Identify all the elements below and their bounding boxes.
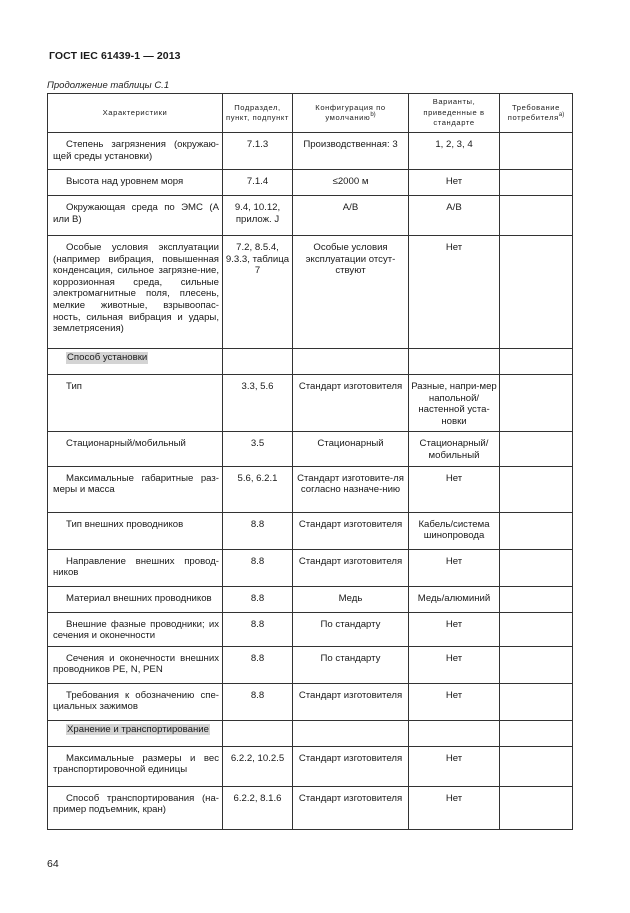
cell-clause <box>223 612 293 646</box>
cell-user-requirement <box>500 646 573 683</box>
cell-variants-text: Нет <box>445 652 463 664</box>
section-title: Хранение и транспортирование <box>67 723 209 735</box>
cell-user-requirement <box>500 196 573 236</box>
cell-characteristic <box>48 170 223 196</box>
cell-default-configuration <box>293 612 409 646</box>
table-row <box>48 512 573 549</box>
cell-characteristic-text: Сечения и оконечности внешних проводников PE, N, PEN <box>53 652 219 676</box>
cell-characteristic-text: Высота над уровнем моря <box>66 176 184 187</box>
cell-clause <box>223 133 293 170</box>
cell-user-requirement-text <box>500 684 572 694</box>
cell-user-requirement <box>500 466 573 512</box>
cell-variants <box>409 646 500 683</box>
table-row <box>48 170 573 196</box>
empty-cell <box>409 349 500 375</box>
cell-clause-text: 8.8 <box>250 652 265 664</box>
cell-default-configuration <box>293 236 409 349</box>
cell-variants <box>409 196 500 236</box>
cell-characteristic <box>48 586 223 612</box>
cell-characteristic <box>48 683 223 720</box>
cell-user-requirement <box>500 549 573 586</box>
cell-user-requirement <box>500 586 573 612</box>
cell-characteristic-text: Внешние фазные проводники; их сечения и оконечности <box>53 618 219 642</box>
cell-characteristic <box>48 375 223 432</box>
cell-clause <box>223 170 293 196</box>
cell-user-requirement <box>500 512 573 549</box>
table-row <box>48 612 573 646</box>
cell-clause-text: 7.1.4 <box>246 176 269 187</box>
cell-clause-text: 8.8 <box>250 689 265 701</box>
cell-variants-text: Нет <box>445 472 463 484</box>
page-number: 64 <box>47 858 59 870</box>
cell-user-requirement <box>500 683 573 720</box>
empty-cell <box>223 720 293 746</box>
cell-variants <box>409 512 500 549</box>
cell-clause-text: 8.8 <box>250 618 265 630</box>
table-header-row <box>48 94 573 133</box>
column-header-characteristics: Характеристики <box>48 94 223 133</box>
table-row <box>48 432 573 466</box>
cell-default-configuration <box>293 586 409 612</box>
cell-characteristic-text: Особые условия эксплуатации (например вибрация, повышенная конденсация, сильное загрязне-ние, коррозионная среда, сильные электромагнитные поля, плесень, мелкие животные, взрывоопас-ность, сильная вибрация и удары, землетрясения) <box>53 242 219 335</box>
cell-user-requirement-text <box>500 550 572 560</box>
table-row <box>48 786 573 829</box>
cell-user-requirement <box>500 786 573 829</box>
section-title: Способ установки <box>67 352 148 363</box>
cell-default-configuration-text: Стационарный <box>317 438 384 450</box>
cell-user-requirement-text <box>500 513 572 523</box>
cell-default-configuration-text: Производственная: 3 <box>303 139 398 150</box>
empty-cell <box>500 720 573 746</box>
section-title-cell <box>48 720 223 746</box>
table-row <box>48 196 573 236</box>
cell-characteristic <box>48 646 223 683</box>
cell-clause-text: 5.6, 6.2.1 <box>237 472 278 484</box>
cell-variants-text: Кабель/система шинопровода <box>418 518 490 542</box>
document-title: ГОСТ IEC 61439-1 — 2013 <box>49 50 181 62</box>
cell-default-configuration-text: По стандарту <box>320 618 381 630</box>
cell-clause-text: 3.5 <box>250 438 265 450</box>
cell-characteristic-text: Тип внешних проводников <box>66 518 184 530</box>
table-row <box>48 586 573 612</box>
column-header-user-requirement: Требование потребителя$^{a)}$ <box>500 94 573 133</box>
cell-characteristic <box>48 612 223 646</box>
table-row <box>48 683 573 720</box>
cell-characteristic-text: Степень загрязнения (окружаю-щей среды установки) <box>53 139 219 162</box>
cell-default-configuration <box>293 170 409 196</box>
cell-variants-text: Нет <box>445 689 463 701</box>
cell-variants-text: Нет <box>445 176 463 187</box>
cell-user-requirement-text <box>500 236 572 246</box>
cell-clause <box>223 512 293 549</box>
column-header-clause: Подраздел, пункт, подпункт <box>223 94 293 133</box>
section-title-cell <box>48 349 223 375</box>
cell-variants <box>409 683 500 720</box>
cell-clause <box>223 746 293 786</box>
cell-clause-text: 8.8 <box>250 518 265 530</box>
cell-variants-text: А/В <box>446 202 462 213</box>
cell-default-configuration-text: А/В <box>342 202 359 213</box>
cell-user-requirement <box>500 236 573 349</box>
cell-variants <box>409 586 500 612</box>
cell-clause-text: 7.1.3 <box>246 139 269 150</box>
cell-variants-text: Нет <box>445 242 463 253</box>
table-row <box>48 466 573 512</box>
cell-user-requirement-text <box>500 747 572 757</box>
cell-default-configuration <box>293 432 409 466</box>
section-row <box>48 349 573 375</box>
cell-variants-text: Нет <box>445 618 463 630</box>
empty-cell <box>293 349 409 375</box>
cell-characteristic <box>48 466 223 512</box>
cell-characteristic <box>48 786 223 829</box>
cell-variants-text: Нет <box>445 752 463 764</box>
empty-cell <box>409 720 500 746</box>
cell-clause-text: 6.2.2, 8.1.6 <box>233 792 282 804</box>
column-header-default-configuration: Конфигурация по умолчанию$^{b)}$ <box>293 94 409 133</box>
cell-variants <box>409 612 500 646</box>
cell-variants <box>409 549 500 586</box>
cell-variants <box>409 133 500 170</box>
cell-clause <box>223 236 293 349</box>
cell-clause <box>223 683 293 720</box>
specification-table <box>47 93 573 830</box>
table-row <box>48 236 573 349</box>
cell-characteristic-text: Требования к обозначению спе-циальных зажимов <box>53 689 219 713</box>
cell-clause-text: 6.2.2, 10.2.5 <box>230 752 285 764</box>
cell-user-requirement-text <box>500 432 572 442</box>
cell-clause-text: 3.3, 5.6 <box>241 381 274 392</box>
cell-clause <box>223 375 293 432</box>
cell-default-configuration <box>293 746 409 786</box>
cell-default-configuration-text: Стандарт изготовителя <box>298 381 403 392</box>
cell-clause-text: 8.8 <box>250 592 265 604</box>
cell-default-configuration-text: Стандарт изготовителя <box>298 689 403 701</box>
cell-default-configuration-text: ≤2000 м <box>332 176 369 187</box>
cell-default-configuration-text: Стандарт изготовителя <box>298 792 403 804</box>
cell-user-requirement-text <box>500 647 572 657</box>
table-row <box>48 746 573 786</box>
table-row <box>48 375 573 432</box>
cell-clause-text: 9.4, 10.12, прилож. J <box>234 202 281 225</box>
cell-user-requirement-text <box>500 196 572 206</box>
cell-clause-text: 7.2, 8.5.4, 9.3.3, таблица 7 <box>225 242 290 277</box>
cell-variants <box>409 432 500 466</box>
table-row <box>48 646 573 683</box>
cell-user-requirement-text <box>500 613 572 623</box>
table-caption: Продолжение таблицы С.1 <box>47 80 170 91</box>
cell-variants-text: Нет <box>445 555 463 567</box>
cell-user-requirement <box>500 170 573 196</box>
cell-characteristic-text: Максимальные габаритные раз-меры и масса <box>53 472 219 496</box>
cell-user-requirement <box>500 746 573 786</box>
cell-characteristic <box>48 432 223 466</box>
cell-variants <box>409 786 500 829</box>
cell-variants-text: Медь/алюминий <box>417 592 491 604</box>
cell-characteristic <box>48 512 223 549</box>
cell-characteristic-text: Направление внешних провод-ников <box>53 555 219 579</box>
empty-cell <box>500 349 573 375</box>
cell-variants <box>409 746 500 786</box>
cell-characteristic <box>48 133 223 170</box>
cell-variants-text: Нет <box>445 792 463 804</box>
cell-variants-text: Разные, напри-мер напольной/ настенной уста-новки <box>411 381 497 427</box>
cell-user-requirement <box>500 612 573 646</box>
cell-clause <box>223 786 293 829</box>
cell-characteristic-text: Стационарный/мобильный <box>66 438 186 450</box>
cell-default-configuration-text: По стандарту <box>320 652 381 664</box>
cell-clause <box>223 549 293 586</box>
cell-default-configuration <box>293 512 409 549</box>
cell-variants <box>409 375 500 432</box>
cell-user-requirement-text <box>500 587 572 597</box>
cell-characteristic-text: Способ транспортирования (на-пример подъемник, кран) <box>53 792 219 816</box>
cell-default-configuration <box>293 683 409 720</box>
cell-variants <box>409 236 500 349</box>
empty-cell <box>293 720 409 746</box>
cell-variants-text: 1, 2, 3, 4 <box>435 139 473 150</box>
cell-clause-text: 8.8 <box>250 555 265 567</box>
cell-characteristic-text: Окружающая среда по ЭМС (А или В) <box>53 202 219 225</box>
cell-variants-text: Стационарный/ мобильный <box>419 438 489 461</box>
cell-characteristic <box>48 236 223 349</box>
cell-variants <box>409 466 500 512</box>
cell-default-configuration <box>293 646 409 683</box>
cell-characteristic <box>48 549 223 586</box>
table-row <box>48 133 573 170</box>
cell-clause <box>223 466 293 512</box>
cell-default-configuration-text: Особые условия эксплуатации отсут-ствуют <box>305 242 396 277</box>
cell-user-requirement-text <box>500 375 572 385</box>
cell-default-configuration-text: Медь <box>338 592 363 604</box>
empty-cell <box>223 349 293 375</box>
table-row <box>48 549 573 586</box>
cell-user-requirement <box>500 375 573 432</box>
cell-characteristic-text: Максимальные размеры и вес транспортировочной единицы <box>53 752 219 776</box>
cell-characteristic <box>48 746 223 786</box>
cell-clause <box>223 196 293 236</box>
cell-clause <box>223 432 293 466</box>
cell-user-requirement-text <box>500 467 572 477</box>
cell-characteristic-text: Тип <box>66 381 82 392</box>
cell-default-configuration <box>293 196 409 236</box>
cell-user-requirement <box>500 133 573 170</box>
cell-default-configuration <box>293 786 409 829</box>
cell-user-requirement-text <box>500 170 572 180</box>
cell-characteristic-text: Материал внешних проводников <box>66 592 212 604</box>
cell-variants <box>409 170 500 196</box>
cell-default-configuration-text: Стандарт изготовителя <box>298 752 403 764</box>
cell-characteristic <box>48 196 223 236</box>
cell-user-requirement <box>500 432 573 466</box>
cell-user-requirement-text <box>500 133 572 143</box>
cell-user-requirement-text <box>500 787 572 797</box>
column-header-variants: Варианты, приведенные в стандарте <box>409 94 500 133</box>
cell-default-configuration-text: Стандарт изготовителя <box>298 518 403 530</box>
cell-default-configuration <box>293 549 409 586</box>
cell-default-configuration <box>293 375 409 432</box>
cell-default-configuration <box>293 133 409 170</box>
cell-clause <box>223 586 293 612</box>
section-row <box>48 720 573 746</box>
cell-default-configuration-text: Стандарт изготовителя <box>298 555 403 567</box>
cell-clause <box>223 646 293 683</box>
cell-default-configuration-text: Стандарт изготовите-ля согласно назначе-нию <box>297 472 404 496</box>
cell-default-configuration <box>293 466 409 512</box>
